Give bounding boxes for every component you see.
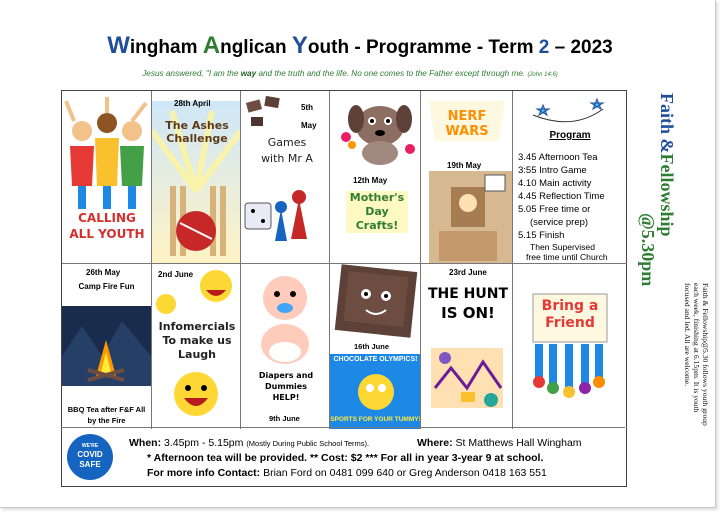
mothers-date: 12th May [353, 176, 388, 185]
camp-title: Camp Fire Fun [78, 282, 135, 291]
faith-fellowship-text: Faith &Fellowship @5.30pm [638, 93, 677, 287]
info-title: Infomercials To make us Laugh [158, 320, 236, 361]
campfire-illustration [62, 306, 151, 386]
tile-program [512, 91, 627, 263]
diapers-title: Diapers and Dummies HELP! [258, 371, 314, 402]
choc-poster [330, 354, 421, 429]
program-item: 4.45 Reflection Time [518, 191, 605, 202]
nerf-date: 19th May [447, 161, 482, 170]
camp-caption: BBQ Tea after F&F All by the Fire [67, 405, 146, 425]
tile-camp-fire [62, 263, 151, 429]
tile-the-hunt [420, 263, 513, 429]
tile-chocolate-olympics [329, 263, 421, 429]
program-item: Then Supervised [530, 242, 595, 252]
program-item: 3.45 Afternoon Tea [518, 152, 598, 163]
hunt-title-1: THE HUNT [427, 286, 509, 302]
tile-mothers-day [329, 91, 421, 263]
program-item: (service prep) [530, 217, 589, 228]
stars-icon [513, 91, 627, 131]
chocolate-bar-illustration [330, 264, 421, 344]
where-line: Where: St Matthews Hall Wingham [417, 437, 582, 449]
faith-fellowship-note: Faith & Fellowship@5.30 follows youth group each week, finishing at 6.15pm. It is youth focused and led. All are welcome. [683, 283, 710, 426]
when-line: When: 3.45pm - 5.15pm (Mostly During Public School Terms). [129, 437, 370, 449]
program-item: free time until Church [526, 252, 608, 262]
choc-title: CHOCOLATE OLYMPICS! [333, 356, 418, 363]
footer-info [61, 427, 625, 486]
program-item: 3:55 Intro Game [518, 165, 587, 176]
choc-subtitle: SPORTS FOR YOUR TUMMY! [330, 416, 421, 423]
tile-nerf-wars [420, 91, 513, 263]
program-item: 5.05 Free time or [518, 204, 591, 215]
bible-verse: Jesus answered, "I am the way and the truth and the life. No one comes to the Father except through me. (John 14:6) [142, 69, 558, 78]
covid-safe-badge [67, 434, 113, 480]
tile-infomercials [151, 263, 241, 429]
hunt-date: 23rd June [449, 268, 487, 277]
info-date: 2nd June [158, 270, 194, 279]
cricket-illustration [152, 91, 241, 263]
treasure-map-illustration [421, 328, 513, 428]
program-list [518, 151, 608, 262]
program-item: 4.10 Main activity [518, 178, 592, 189]
baby-illustration [241, 264, 330, 374]
friends-with-sign-illustration [513, 264, 627, 429]
ashes-title: The Ashes Challenge [165, 119, 229, 145]
bring-title: Bring a Friend [541, 298, 599, 331]
tea-line: * Afternoon tea will be provided. ** Cost: $2 *** For all in year 3-year 9 at school. [147, 452, 544, 464]
program-heading: Program [549, 130, 591, 141]
ashes-date: 28th April [174, 99, 211, 108]
calling-all-youth-label: CALLING ALL YOUTH [69, 211, 145, 241]
hunt-title-2: IS ON! [441, 304, 495, 322]
games-date: 5th May [301, 103, 317, 130]
games-title: Games with Mr A [261, 136, 313, 165]
program-item: 5.15 Finish [518, 230, 565, 241]
faith-fellowship-banner [636, 93, 677, 383]
page-title: Wingham Anglican Youth - Programme - Term 2 – 2023 [107, 32, 613, 59]
nerf-title: NERF WARS [445, 109, 489, 139]
tile-ashes-challenge [151, 91, 241, 263]
tile-diapers [240, 263, 330, 429]
contact-line: For more info Contact: Brian Ford on 0481 099 640 or Greg Anderson 0418 163 551 [147, 467, 547, 479]
tile-bring-a-friend [512, 263, 627, 429]
diapers-date: 9th June [269, 414, 300, 423]
mothers-title: Mother's Day Crafts! [346, 191, 408, 233]
tile-games-with-mr-a [240, 91, 330, 263]
tile-calling-all-youth [62, 91, 151, 263]
camp-date: 26th May [86, 268, 121, 277]
choc-date: 16th June [354, 342, 390, 351]
badge-top: WE'RE [81, 443, 99, 449]
badge-mid: COVID [77, 450, 103, 459]
badge-bot: SAFE [79, 460, 101, 469]
